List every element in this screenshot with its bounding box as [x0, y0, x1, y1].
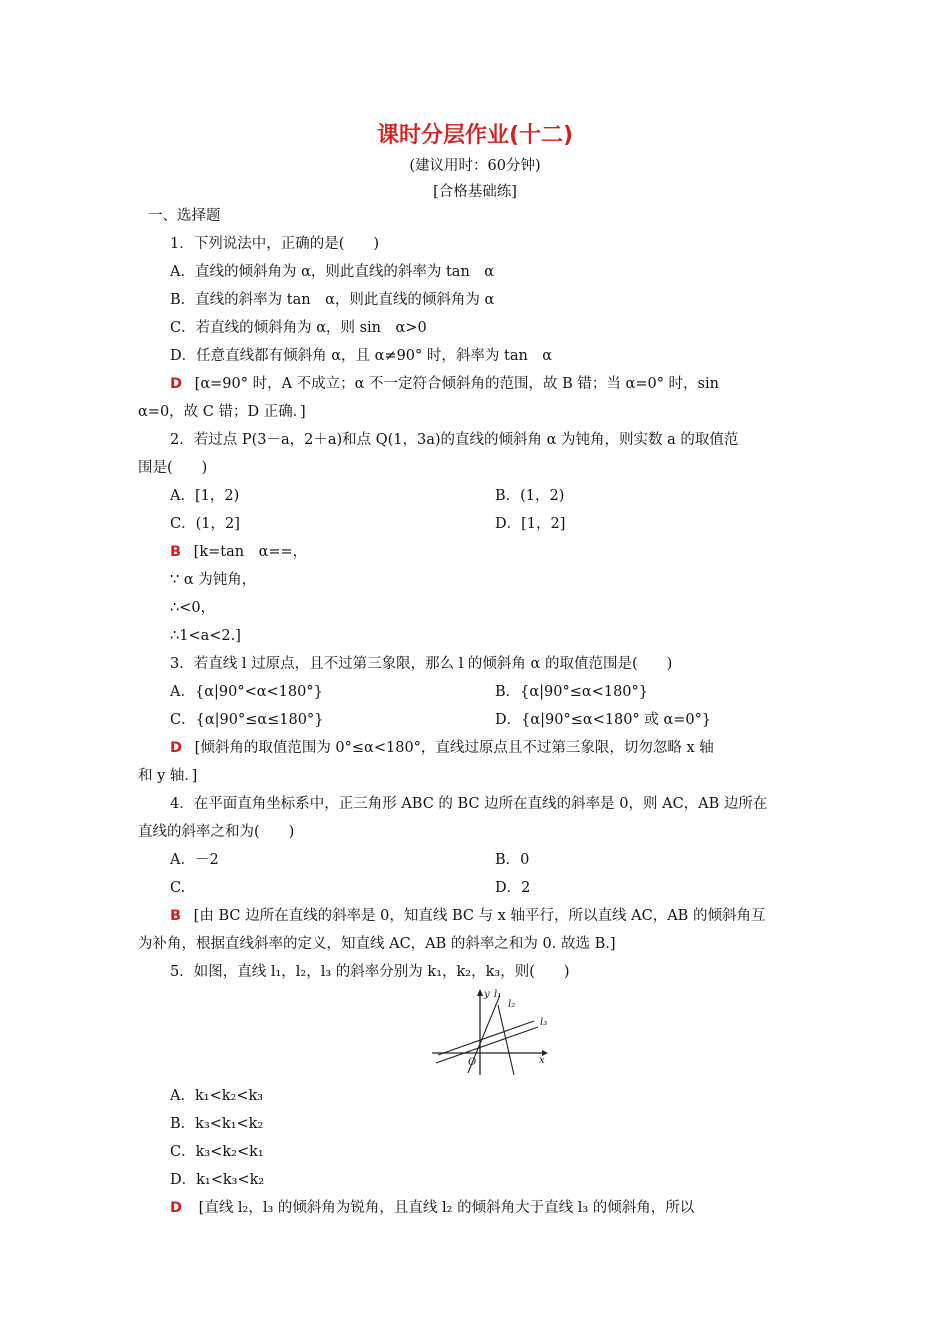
q4-option-d: D．2 [495, 880, 531, 896]
y-axis-label: y [484, 989, 490, 1000]
q2-option-b: B．(1，2) [495, 488, 565, 504]
q4-option-c: C. [170, 880, 186, 896]
q2-stem: 2．若过点 P(3－a，2＋a)和点 Q(1，3a)的直线的倾斜角 α 为钝角，则实数 a 的取值范 [170, 432, 739, 448]
q1-stem: 1．下列说法中，正确的是( ) [170, 236, 380, 252]
q2-stem-cont: 围是( ) [138, 460, 208, 476]
q5-option-d: D．k₁<k₃<k₂ [170, 1172, 265, 1188]
q2-expl-line3: ∴<0， [170, 600, 216, 616]
level-heading: [合格基础练] [433, 184, 517, 200]
line-l3 [436, 1027, 538, 1063]
page-title: 课时分层作业(十二) [376, 123, 574, 148]
q4-stem-cont: 直线的斜率之和为( ) [138, 824, 295, 840]
q3-stem: 3．若直线 l 过原点，且不过第三象限，那么 l 的倾斜角 α 的取值范围是( ) [170, 656, 673, 672]
q5-option-a: A．k₁<k₂<k₃ [170, 1088, 264, 1104]
q1-option-c: C．若直线的倾斜角为 α，则 sin α>0 [170, 320, 427, 336]
q3-expl-line2: 和 y 轴．] [138, 768, 198, 784]
q3-option-c: C．{α|90°≤α≤180°} [170, 712, 324, 728]
x-axis-label: x [539, 1055, 545, 1066]
q5-answer: D [170, 1200, 183, 1216]
q5-option-b: B．k₃<k₁<k₂ [170, 1116, 264, 1132]
l3-label: l₃ [540, 1017, 548, 1028]
q3-option-b: B．{α|90°≤α<180°} [495, 684, 649, 700]
q3-option-a: A．{α|90°<α<180°} [170, 684, 323, 700]
q2-explanation [170, 542, 307, 562]
q1-explanation [170, 374, 719, 394]
l1-label: l₁ [494, 989, 502, 1000]
q2-answer: B [170, 544, 182, 560]
q2-option-c: C．(1，2] [170, 516, 240, 532]
q1-expl-line2: α=0，故 C 错；D 正确．] [138, 404, 306, 420]
q1-option-b: B．直线的斜率为 tan α，则此直线的倾斜角为 α [170, 292, 495, 308]
y-axis-arrow [477, 989, 483, 996]
q3-explanation [170, 738, 714, 758]
q1-expl-line1: [α=90° 时，A 不成立；α 不一定符合倾斜角的范围，故 B 错；当 α=0° 时，sin [194, 376, 719, 392]
q3-answer: D [170, 740, 183, 756]
q1-option-d: D．任意直线都有倾斜角 α，且 α≠90° 时，斜率为 tan α [170, 348, 553, 364]
q2-option-a: A．[1，2) [170, 488, 240, 504]
q5-explanation [170, 1198, 694, 1218]
q4-explanation [170, 906, 765, 926]
q2-option-d: D．[1，2] [495, 516, 566, 532]
q2-expl-line4: ∴1<a<2.] [170, 628, 241, 644]
q4-expl-line2: 为补角，根据直线斜率的定义，知直线 AC，AB 的斜率之和为 0. 故选 B.] [138, 936, 616, 952]
q5-stem: 5．如图，直线 l₁，l₂，l₃ 的斜率分别为 k₁，k₂，k₃，则( ) [170, 964, 570, 980]
q3-expl-line1: [倾斜角的取值范围为 0°≤α<180°，直线过原点且不过第三象限，切勿忽略 x 轴 [194, 740, 714, 756]
q4-answer: B [170, 908, 182, 924]
l2-label: l₂ [508, 999, 516, 1010]
section-heading: 一、选择题 [148, 208, 221, 224]
line-l3b [438, 1021, 534, 1055]
q5-expl-line1: [直线 l₂，l₃ 的倾斜角为锐角，且直线 l₂ 的倾斜角大于直线 l₃ 的倾斜角，所以 [198, 1200, 695, 1216]
q2-expl-line1: [k=tan α==， [193, 544, 308, 560]
q5-figure [430, 985, 555, 1077]
q2-expl-line2: ∵ α 为钝角， [170, 572, 257, 588]
origin-label: O [468, 1057, 477, 1068]
suggested-time: (建议用时：60分钟) [409, 158, 541, 174]
q4-stem: 4．在平面直角坐标系中，正三角形 ABC 的 BC 边所在直线的斜率是 0，则 AC，AB 边所在 [170, 796, 768, 812]
q3-option-d: D．{α|90°≤α<180° 或 α=0°} [495, 712, 712, 728]
q4-expl-line1: [由 BC 边所在直线的斜率是 0，知直线 BC 与 x 轴平行，所以直线 AC，AB 的倾斜角互 [193, 908, 766, 924]
q1-answer: D [170, 376, 183, 392]
q5-option-c: C．k₃<k₂<k₁ [170, 1144, 264, 1160]
q4-option-a: A．－2 [170, 852, 219, 868]
q1-option-a: A．直线的倾斜角为 α，则此直线的斜率为 tan α [170, 264, 495, 280]
q4-option-b: B．0 [495, 852, 530, 868]
